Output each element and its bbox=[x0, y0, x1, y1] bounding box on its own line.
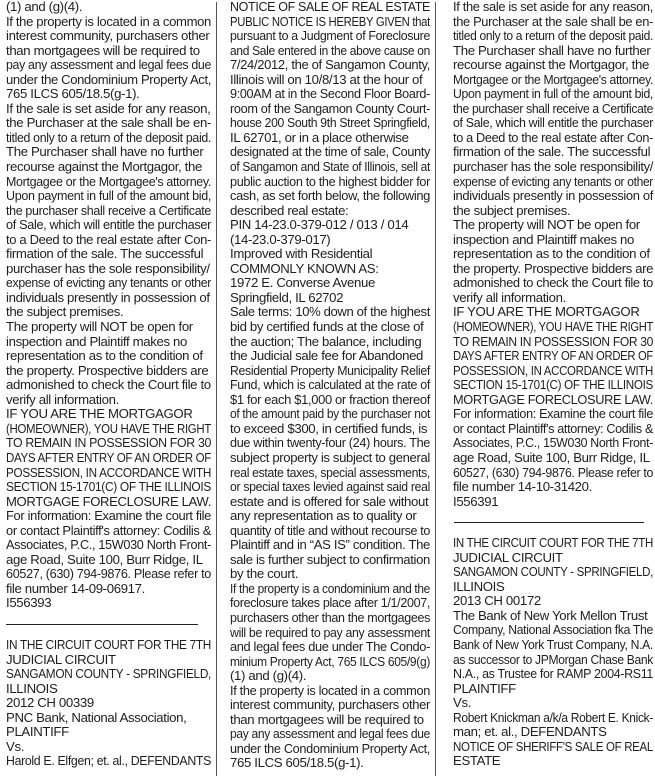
notice-line: Mortgagee or the Mortgagee's attorney. bbox=[6, 173, 211, 189]
notice-line: If the sale is set aside for any reason, bbox=[6, 100, 211, 116]
notice-line: Upon payment in full of the amount bid, bbox=[6, 188, 211, 204]
notice-line: The Purchaser shall have no further bbox=[6, 144, 204, 160]
notice-line: 60527, (630) 794-9876. Please refer to bbox=[453, 464, 653, 480]
notice-line: Illinois will on 10/8/13 at the hour of bbox=[230, 71, 423, 87]
notice-separator bbox=[6, 624, 198, 625]
notice-line: NOTICE OF SHERIFF'S SALE OF REAL bbox=[453, 738, 653, 754]
notice-line: SECTION 15-1701(C) OF THE ILLINOIS bbox=[6, 479, 211, 495]
notice-line: SECTION 15-1701(C) OF THE ILLINOIS bbox=[453, 377, 653, 393]
notice-line: the Purchaser at the sale shall be en- bbox=[6, 115, 211, 131]
notice-line: bid by certified funds at the close of bbox=[230, 319, 424, 335]
notice-line: file number 14-10-31420. bbox=[453, 479, 592, 495]
notice-line: purchaser has the sole responsibility/ bbox=[6, 260, 210, 276]
notice-line: expense of evicting any tenants or other bbox=[453, 173, 653, 189]
notice-line: Residential Property Municipality Relief bbox=[230, 362, 430, 378]
notice-line: by the court. bbox=[230, 566, 299, 582]
notice-line: DAYS AFTER ENTRY OF AN ORDER OF bbox=[6, 449, 211, 465]
notice-line: will be required to pay any assessment bbox=[230, 624, 430, 640]
notice-line: room of the Sangamon County Court- bbox=[230, 100, 430, 116]
notice-line: 7/24/2012, the of Sangamon County, bbox=[230, 57, 430, 73]
notice-line: man; et. al., DEFENDANTS bbox=[453, 724, 607, 740]
notice-line: to a Deed to the real estate after Con- bbox=[6, 231, 211, 247]
notice-line: JUDICIAL CIRCUIT bbox=[453, 549, 563, 565]
notice-line: NOTICE OF SALE OF REAL ESTATE bbox=[230, 0, 430, 14]
notice-line: firmation of the sale. The successful bbox=[6, 246, 204, 262]
notice-line: PLAINTIFF bbox=[453, 680, 516, 696]
notice-line: Mortgagee or the Mortgagee's attorney. bbox=[453, 71, 653, 87]
notice-line: to a Deed to the real estate after Con- bbox=[453, 129, 653, 145]
column-3 bbox=[453, 0, 653, 784]
notice-line: any representation as to quality or bbox=[230, 508, 417, 524]
notice-line: purchaser has the sole responsibility/ bbox=[453, 159, 653, 175]
notice-line: verify all information. bbox=[6, 391, 119, 407]
notice-line: or contact Plaintiff's attorney: Codilis & bbox=[6, 522, 211, 538]
notice-line: the purchaser shall receive a Certificate bbox=[453, 100, 653, 116]
notice-line: MORTGAGE FORECLOSURE LAW. bbox=[453, 391, 653, 407]
notice-line: IF YOU ARE THE MORTGAGOR bbox=[6, 406, 193, 422]
notice-line: due within twenty-four (24) hours. The bbox=[230, 435, 430, 451]
notice-line: 2012 CH 00339 bbox=[6, 695, 94, 711]
notice-line: Vs. bbox=[453, 695, 472, 711]
notice-line: as successor to JPMorgan Chase Bank bbox=[453, 651, 653, 667]
notice-line: MORTGAGE FORECLOSURE LAW. bbox=[6, 493, 211, 509]
notice-line: representation as to the condition of bbox=[6, 348, 203, 364]
notice-line: the property. Prospective bidders are bbox=[6, 362, 209, 378]
notice-line: firmation of the sale. The successful bbox=[453, 144, 651, 160]
notice-line: than mortgagees will be required to bbox=[6, 42, 200, 58]
notice-line: than mortgagees will be required to bbox=[230, 711, 424, 727]
notice-line: (1) and (g)(4). bbox=[6, 0, 83, 14]
notice-line: admonished to check the Court file to bbox=[6, 377, 211, 393]
notice-line: The Bank of New York Mellon Trust bbox=[453, 607, 648, 623]
notice-line: DAYS AFTER ENTRY OF AN ORDER OF bbox=[453, 348, 653, 364]
notice-line: foreclosure takes place after 1/1/2007, bbox=[230, 595, 430, 611]
notice-line: I556393 bbox=[6, 595, 52, 611]
notice-line: Springfield, IL 62702 bbox=[230, 289, 344, 305]
notice-line: the auction; The balance, including bbox=[230, 333, 422, 349]
notice-line: of Sangamon and State of Illinois, sell at bbox=[230, 159, 430, 175]
notice-line: SANGAMON COUNTY - SPRINGFIELD, bbox=[6, 666, 211, 682]
notice-line: $1 for each $1,000 or fraction thereof bbox=[230, 391, 430, 407]
notice-line: 9:00AM at in the Second Floor Board- bbox=[230, 86, 430, 102]
notice-line: (HOMEOWNER), YOU HAVE THE RIGHT bbox=[6, 420, 211, 436]
notice-line: titled only to a return of the deposit paid. bbox=[6, 129, 211, 145]
notice-line: age Road, Suite 100, Burr Ridge, IL bbox=[453, 449, 650, 465]
notice-line: under the Condominium Property Act, bbox=[230, 740, 430, 756]
notice-line: Vs. bbox=[6, 738, 25, 754]
column-divider bbox=[435, 2, 436, 776]
notice-line: verify all information. bbox=[453, 289, 566, 305]
notice-text-block bbox=[6, 0, 211, 611]
notice-line: IF YOU ARE THE MORTGAGOR bbox=[453, 304, 640, 320]
notice-line: Bank of New York Trust Company, N.A. bbox=[453, 636, 653, 652]
notice-line: quantity of title and without recourse to bbox=[230, 522, 430, 538]
notice-line: or special taxes levied against said real bbox=[230, 479, 430, 495]
notice-line: and Sale entered in the above cause on bbox=[230, 42, 430, 58]
notice-line: Robert Knickman a/k/a Robert E. Knick- bbox=[453, 709, 653, 725]
notice-line: the Purchaser at the sale shall be en- bbox=[453, 13, 653, 29]
notice-line: 2013 CH 00172 bbox=[453, 593, 541, 609]
notice-line: Company, National Association fka The bbox=[453, 622, 653, 638]
notice-line: 765 ILCS 605/18.5(g-1). bbox=[230, 755, 364, 771]
notice-line: ILLINOIS bbox=[453, 578, 505, 594]
notice-line: TO REMAIN IN POSSESSION FOR 30 bbox=[6, 435, 211, 451]
notice-line: admonished to check the Court file to bbox=[453, 275, 653, 291]
notice-line: expense of evicting any tenants or other bbox=[6, 275, 211, 291]
notice-line: The Purchaser shall have no further bbox=[453, 42, 651, 58]
notice-line: The property will NOT be open for bbox=[6, 319, 193, 335]
notice-line: If the sale is set aside for any reason, bbox=[453, 0, 653, 14]
notice-line: the Judicial sale fee for Abandoned bbox=[230, 348, 424, 364]
notice-line: Improved with Residential bbox=[230, 246, 373, 262]
notice-line: recourse against the Mortgagor, the bbox=[453, 57, 649, 73]
notice-line: and legal fees due under The Condo- bbox=[230, 639, 430, 655]
notice-line: the subject premises. bbox=[453, 202, 571, 218]
notice-line: POSSESSION, IN ACCORDANCE WITH bbox=[453, 362, 653, 378]
notice-line: (HOMEOWNER), YOU HAVE THE RIGHT bbox=[453, 319, 653, 335]
notice-line: of the amount paid by the purchaser not bbox=[230, 406, 430, 422]
notice-line: interest community, purchasers other bbox=[6, 28, 210, 44]
notice-line: recourse against the Mortgagor, the bbox=[6, 159, 202, 175]
notice-line: minium Property Act, 765 ILCS 605/9(g) bbox=[230, 653, 430, 669]
notice-line: pursuant to a Judgment of Foreclosure bbox=[230, 28, 430, 44]
notice-line: For information: Examine the court file bbox=[453, 406, 653, 422]
notice-line: representation as to the condition of bbox=[453, 246, 650, 262]
notice-line: purchasers other than the mortgagees bbox=[230, 609, 430, 625]
notice-line: ILLINOIS bbox=[6, 680, 58, 696]
notice-line: TO REMAIN IN POSSESSION FOR 30 bbox=[453, 333, 653, 349]
notice-line: COMMONLY KNOWN AS: bbox=[230, 260, 379, 276]
notice-line: of Sale, which will entitle the purchaser bbox=[453, 115, 653, 131]
notice-line: the purchaser shall receive a Certificate bbox=[6, 202, 211, 218]
notice-line: cash, as set forth below, the following bbox=[230, 188, 430, 204]
column-2 bbox=[230, 0, 430, 784]
notice-line: Associates, P.C., 15W030 North Front- bbox=[6, 537, 211, 553]
notice-line: estate and is offered for sale without bbox=[230, 493, 429, 509]
notice-line: of Sale, which will entitle the purchaser bbox=[6, 217, 211, 233]
notice-line: age Road, Suite 100, Burr Ridge, IL bbox=[6, 551, 203, 567]
notice-line: Sale terms: 10% down of the highest bbox=[230, 304, 430, 320]
notice-line: IN THE CIRCUIT COURT FOR THE 7TH bbox=[6, 636, 211, 652]
notice-line: IL 62701, or in a place otherwise bbox=[230, 129, 409, 145]
notice-line: I556391 bbox=[453, 493, 499, 509]
notice-line: titled only to a return of the deposit paid. bbox=[453, 28, 653, 44]
notice-line: public auction to the highest bidder for bbox=[230, 173, 430, 189]
notice-line: subject property is subject to general bbox=[230, 449, 430, 465]
notice-line: interest community, purchasers other bbox=[230, 697, 430, 713]
notice-line: PLAINTIFF bbox=[6, 724, 69, 740]
notice-line: house 200 South 9th Street Springfield, bbox=[230, 115, 430, 131]
notice-line: 60527, (630) 794-9876. Please refer to bbox=[6, 566, 211, 582]
notice-separator bbox=[454, 522, 644, 523]
notice-line: file number 14-09-06917. bbox=[6, 580, 145, 596]
notice-line: the property. Prospective bidders are bbox=[453, 260, 653, 276]
column-divider bbox=[216, 2, 217, 776]
notice-line: (1) and (g)(4). bbox=[230, 668, 307, 684]
notice-line: ESTATE bbox=[453, 753, 501, 769]
notice-line: pay any assessment and legal fees due bbox=[6, 57, 211, 73]
notice-line: or contact Plaintiff's attorney: Codilis & bbox=[453, 420, 653, 436]
notice-line: real estate taxes, special assessments, bbox=[230, 464, 430, 480]
notice-line: described real estate: bbox=[230, 202, 349, 218]
notice-text-block bbox=[453, 536, 653, 769]
notice-text-block bbox=[453, 0, 653, 509]
notice-line: to exceed $300, in certified funds, is bbox=[230, 420, 428, 436]
notice-line: sale is further subject to confirmation bbox=[230, 551, 430, 567]
notice-line: POSSESSION, IN ACCORDANCE WITH bbox=[6, 464, 211, 480]
notice-line: N.A., as Trustee for RAMP 2004-RS11 bbox=[453, 666, 653, 682]
notice-line: If the property is a condominium and the bbox=[230, 580, 430, 596]
notice-line: 1972 E. Converse Avenue bbox=[230, 275, 375, 291]
notice-line: JUDICIAL CIRCUIT bbox=[6, 651, 116, 667]
notice-line: If the property is located in a common bbox=[230, 682, 430, 698]
notice-line: PNC Bank, National Association, bbox=[6, 709, 187, 725]
notice-line: under the Condominium Property Act, bbox=[6, 71, 211, 87]
notice-line: the subject premises. bbox=[6, 304, 124, 320]
notice-line: Plaintiff and in “AS IS” condition. The bbox=[230, 537, 430, 553]
notice-line: 765 ILCS 605/18.5(g-1). bbox=[6, 86, 140, 102]
notice-line: For information: Examine the court file bbox=[6, 508, 211, 524]
notice-line: inspection and Plaintiff makes no bbox=[453, 231, 635, 247]
notice-line: PIN 14-23.0-379-012 / 013 / 014 bbox=[230, 217, 409, 233]
notice-line: SANGAMON COUNTY - SPRINGFIELD, bbox=[453, 564, 653, 580]
notice-line: The property will NOT be open for bbox=[453, 217, 640, 233]
notice-line: Harold E. Elfgen; et. al., DEFENDANTS bbox=[6, 753, 211, 769]
notice-line: inspection and Plaintiff makes no bbox=[6, 333, 188, 349]
notice-line: Upon payment in full of the amount bid, bbox=[453, 86, 653, 102]
notice-line: individuals presently in possession of bbox=[6, 289, 210, 305]
notice-line: Associates, P.C., 15W030 North Front- bbox=[453, 435, 653, 451]
notice-line: (14-23.0-379-017) bbox=[230, 231, 331, 247]
notice-line: If the property is located in a common bbox=[6, 13, 211, 29]
notice-line: pay any assessment and legal fees due bbox=[230, 726, 430, 742]
notice-line: IN THE CIRCUIT COURT FOR THE 7TH bbox=[453, 535, 653, 551]
notice-line: Fund, which is calculated at the rate of bbox=[230, 377, 430, 393]
notice-line: individuals presently in possession of bbox=[453, 188, 653, 204]
notice-line: designated at the time of sale, County bbox=[230, 144, 430, 160]
notice-text-block bbox=[230, 0, 430, 771]
notice-text-block bbox=[6, 638, 211, 769]
notice-line: PUBLIC NOTICE IS HEREBY GIVEN that bbox=[230, 13, 430, 29]
column-1 bbox=[6, 0, 211, 784]
